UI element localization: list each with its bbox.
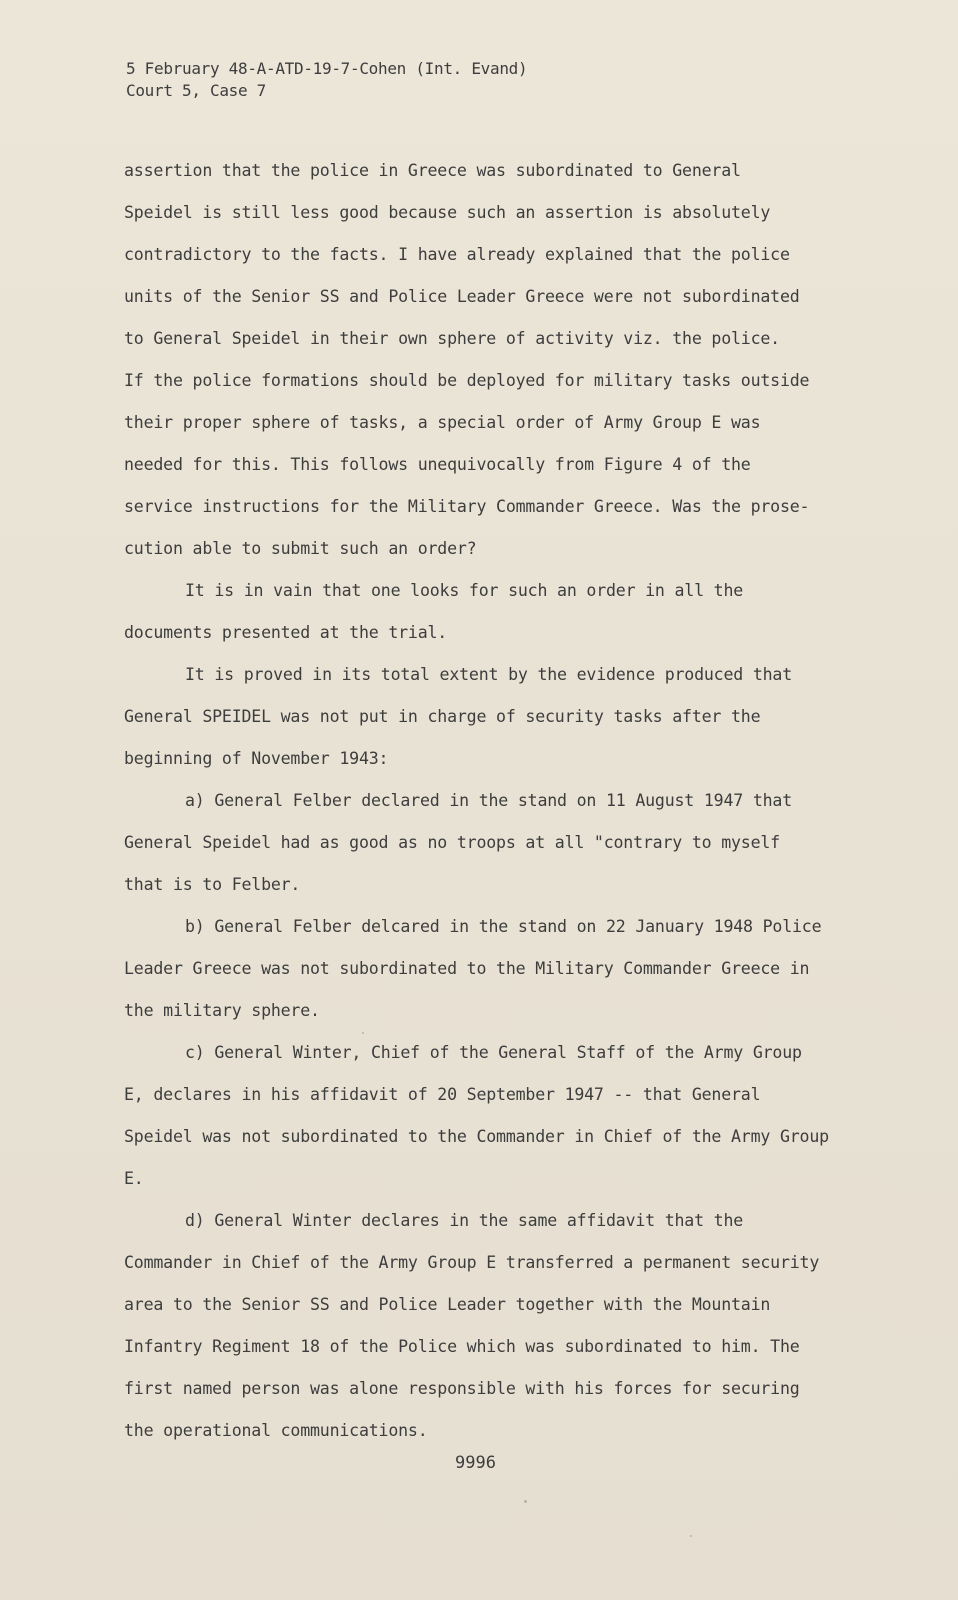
body-line: It is in vain that one looks for such an order in all the	[185, 581, 744, 600]
body-line: Infantry Regiment 18 of the Police which was subordinated to him. The	[124, 1337, 800, 1356]
body-line: beginning of November 1943:	[124, 749, 389, 768]
body-line: assertion that the police in Greece was subordinated to General	[124, 161, 741, 180]
body-line: General Speidel had as good as no troops at all "contrary to myself	[124, 833, 780, 852]
body-line: d) General Winter declares in the same affidavit that the	[185, 1211, 744, 1230]
header-court-line: Court 5, Case 7	[126, 81, 266, 100]
body-line: b) General Felber delcared in the stand on 22 January 1948 Police	[185, 917, 822, 936]
body-line: needed for this. This follows unequivocally from Figure 4 of the	[124, 455, 751, 474]
document-header	[126, 58, 527, 102]
body-line: Speidel is still less good because such an assertion is absolutely	[124, 203, 771, 222]
body-line: General SPEIDEL was not put in charge of security tasks after the	[124, 707, 761, 726]
body-line: their proper sphere of tasks, a special order of Army Group E was	[124, 413, 761, 432]
body-line: units of the Senior SS and Police Leader Greece were not subordinated	[124, 287, 800, 306]
body-line: contradictory to the facts. I have already explained that the police	[124, 245, 790, 264]
body-line: to General Speidel in their own sphere of activity viz. the police.	[124, 329, 780, 348]
body-line: Speidel was not subordinated to the Commander in Chief of the Army Group	[124, 1127, 829, 1146]
body-line: a) General Felber declared in the stand on 11 August 1947 that	[185, 791, 792, 810]
body-line: area to the Senior SS and Police Leader together with the Mountain	[124, 1295, 771, 1314]
header-reference-line: 5 February 48-A-ATD-19-7-Cohen (Int. Evand)	[126, 59, 528, 78]
body-line: It is proved in its total extent by the evidence produced that	[185, 665, 792, 684]
body-line: c) General Winter, Chief of the General Staff of the Army Group	[185, 1043, 802, 1062]
body-line: E.	[124, 1169, 144, 1188]
page-number: 9996	[455, 1453, 496, 1473]
body-line: Leader Greece was not subordinated to the Military Commander Greece in	[124, 959, 810, 978]
body-line: service instructions for the Military Commander Greece. Was the prose-	[124, 497, 810, 516]
paper-speck	[362, 1032, 364, 1034]
body-line: the military sphere.	[124, 1001, 320, 1020]
body-line: If the police formations should be deployed for military tasks outside	[124, 371, 810, 390]
body-line: first named person was alone responsible with his forces for securing	[124, 1379, 800, 1398]
body-line: that is to Felber.	[124, 875, 301, 894]
body-line: the operational communications.	[124, 1421, 428, 1440]
body-line: E, declares in his affidavit of 20 September 1947 -- that General	[124, 1085, 761, 1104]
paper-speck	[524, 1500, 527, 1503]
body-line: documents presented at the trial.	[124, 623, 448, 642]
body-line: cution able to submit such an order?	[124, 539, 477, 558]
paper-speck	[690, 1535, 692, 1537]
body-line: Commander in Chief of the Army Group E transferred a permanent security	[124, 1253, 820, 1272]
